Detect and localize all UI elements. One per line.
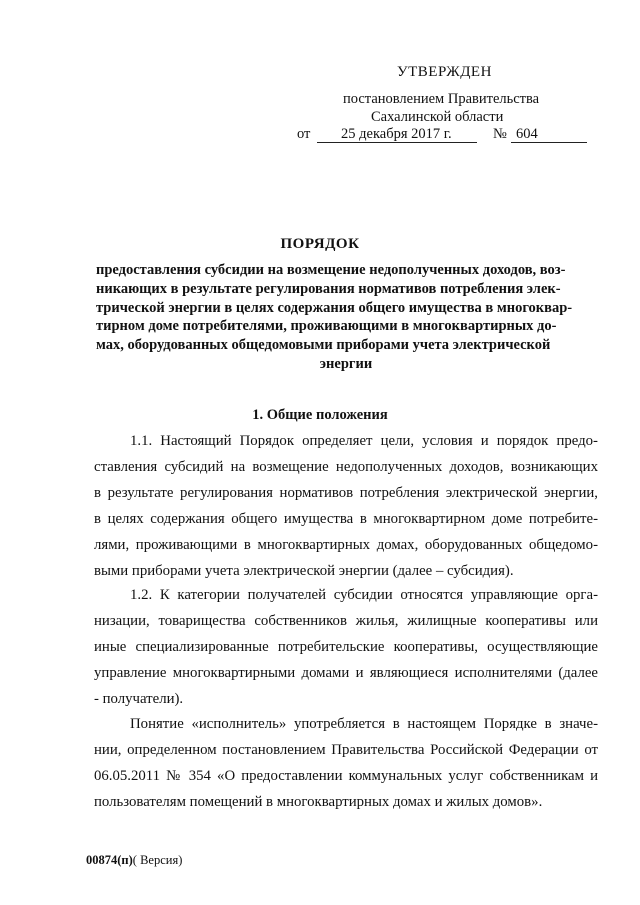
paragraph-line: управление многоквартирными домами и являющиеся исполнителями (далее — [94, 665, 598, 681]
document-code-number: 00874(п) — [86, 853, 133, 867]
approval-number: 604 — [516, 126, 538, 142]
approved-label: УТВЕРЖДЕН — [397, 64, 492, 80]
paragraph-line: пользователям помещений в многоквартирных домах и жилых домов». — [94, 794, 543, 810]
paragraph-line: 1.2. К категории получателей субсидии относятся управляющие орга- — [130, 587, 598, 603]
subtitle-line: тирном доме потребителями, проживающими в многоквартирных до- — [96, 318, 557, 335]
section-heading: 1. Общие положения — [252, 407, 388, 423]
issuer-line-2: Сахалинской области — [371, 109, 504, 125]
subtitle-line: трической энергии в целях содержания общего имущества в многоквар- — [96, 299, 573, 316]
paragraph-line: 1.1. Настоящий Порядок определяет цели, условия и порядок предо- — [130, 433, 598, 449]
paragraph-line: выми приборами учета электрической энергии (далее – субсидия). — [94, 563, 514, 579]
subtitle-line: никающих в результате регулирования нормативов потребления элек- — [96, 280, 561, 297]
paragraph-line: в результате регулирования нормативов потребления электрической энергии, — [94, 485, 598, 501]
paragraph-line: лями, проживающими в многоквартирных домах, оборудованных общедомо- — [94, 537, 598, 553]
document-subtitle — [96, 261, 596, 374]
paragraph-line: Понятие «исполнитель» употребляется в настоящем Порядке в значе- — [130, 716, 598, 732]
paragraph-line: иные специализированные потребительские кооперативы, осуществляющие — [94, 639, 598, 655]
issuer-line-1: постановлением Правительства — [343, 91, 540, 107]
paragraph-line: ставления субсидий на возмещение недополученных доходов, возникающих — [94, 459, 598, 475]
number-prefix: № — [493, 126, 507, 142]
subtitle-line: мах, оборудованных общедомовыми приборами учета электрической — [96, 337, 551, 354]
paragraph-executor-definition — [94, 711, 598, 815]
paragraph-line: нии, определенном постановлением Правительства Российской Федерации от — [94, 742, 598, 758]
approval-date: 25 декабря 2017 г. — [341, 126, 452, 142]
paragraph-line: - получатели). — [94, 691, 184, 707]
paragraph-1-2 — [94, 582, 598, 712]
document-version: ( Версия) — [132, 853, 183, 867]
date-prefix: от — [297, 126, 311, 142]
subtitle-line: энергии — [319, 355, 373, 372]
paragraph-line: низации, товарищества собственников жилья, жилищные кооперативы или — [94, 613, 598, 629]
document-code — [86, 853, 182, 868]
document-title: ПОРЯДОК — [280, 236, 360, 252]
paragraph-1-1 — [94, 428, 598, 584]
approval-date-row — [297, 126, 597, 146]
subtitle-line: предоставления субсидии на возмещение недополученных доходов, воз- — [96, 262, 566, 278]
paragraph-line: 06.05.2011 № 354 «О предоставлении коммунальных услуг собственникам и — [94, 768, 598, 784]
paragraph-line: в целях содержания общего имущества в многоквартирном доме потребите- — [94, 511, 598, 527]
